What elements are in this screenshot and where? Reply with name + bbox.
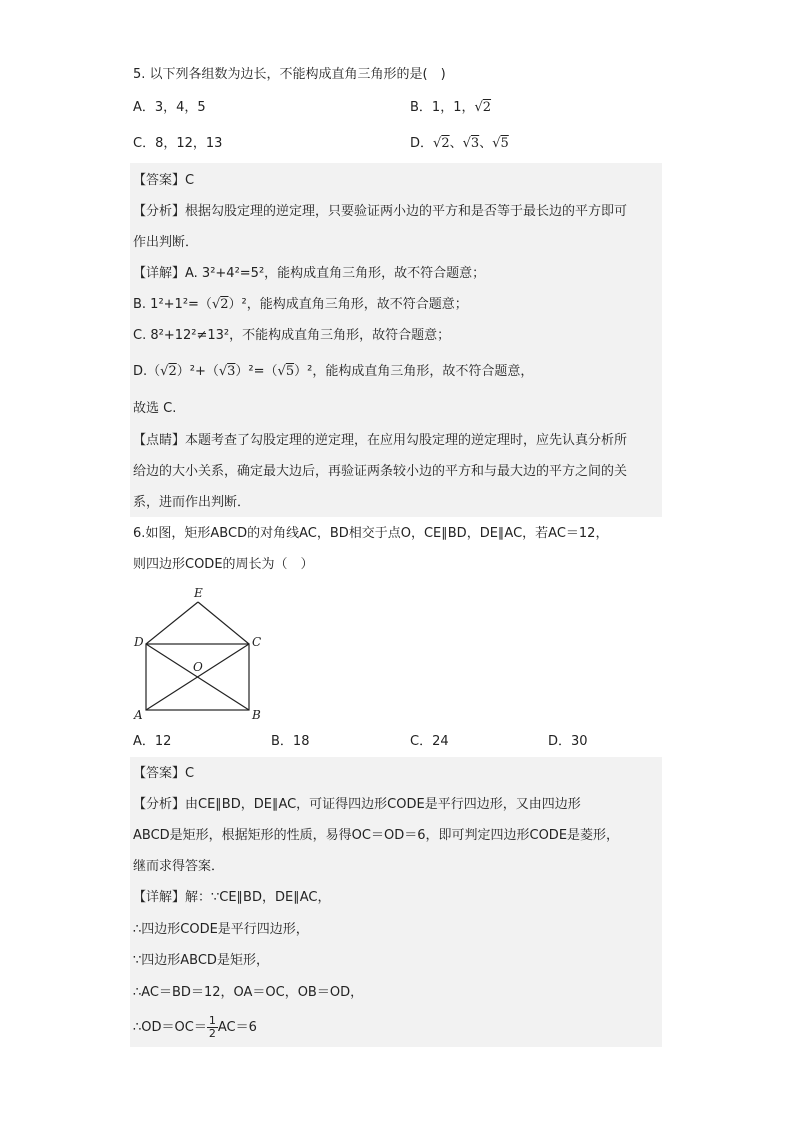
q6-option-b: B．18 [271,734,310,749]
q6-option-a: A．12 [133,734,172,749]
q5-detail-c: C. 8²+12²≠13²，不能构成直角三角形，故符合题意； [133,328,451,343]
q6-option-c: C．24 [410,734,449,749]
q5-option-b: B．1，1，√2 [410,100,492,115]
q5-option-a: A．3，4，5 [133,100,206,115]
q6-detail-line-5: ∴OD＝OC＝ $\frac{1}{2}$ AC＝6 [133,1014,257,1040]
q5-option-d: D．√2、√3、√5 [410,136,509,151]
segment-de [146,602,198,644]
q6-analysis-line-2: ABCD是矩形，根据矩形的性质，易得OC＝OD＝6，即可判定四边形CODE是菱形， [133,828,620,843]
q6-analysis-line-1: 【分析】由CE∥BD，DE∥AC，可证得四边形CODE是平行四边形，又由四边形 [133,797,581,812]
q6-detail-line-1: 【详解】解：∵CE∥BD，DE∥AC， [133,890,331,905]
q5-comment-line-2: 给边的大小关系，确定最大边后，再验证两条较小边的平方和与最大边的平方之间的关 [133,464,628,479]
q6-stem-line-2: 则四边形CODE的周长为（ ） [133,557,314,572]
q6-detail-line-2: ∴四边形CODE是平行四边形， [133,922,309,937]
label-e: E [194,586,203,600]
q5-detail-a: 【详解】A. 3²+4²=5²，能构成直角三角形，故不符合题意； [133,266,486,281]
label-o: O [193,660,203,674]
q5-analysis-line-1: 【分析】根据勾股定理的逆定理，只要验证两小边的平方和是否等于最长边的平方即可 [133,204,628,219]
label-b: B [252,708,261,722]
q6-detail-line-4: ∴AC＝BD＝12，OA＝OC，OB＝OD， [133,985,364,1000]
q6-stem-line-1: 6.如图，矩形ABCD的对角线AC，BD相交于点O，CE∥BD，DE∥AC，若AC＝12， [133,526,609,541]
q5-conclusion: 故选 C. [133,401,177,416]
label-a: A [134,708,143,722]
label-d: D [134,635,144,649]
rectangle-figure [128,585,288,725]
q5-answer: 【答案】C [133,173,195,188]
q5-detail-b: B. 1²+1²=（√2）²，能构成直角三角形，故不符合题意； [133,297,468,312]
q6-option-d: D．30 [548,734,588,749]
q5-stem: 5. 以下列各组数为边长，不能构成直角三角形的是( ) [133,67,446,82]
q6-analysis-line-3: 继而求得答案． [133,859,225,874]
fraction-one-half: $\frac{1}{2}$ [208,1014,216,1040]
q5-analysis-line-2: 作出判断． [133,235,199,250]
label-c: C [252,635,262,649]
q5-option-c: C．8，12，13 [133,136,223,151]
q5-comment-line-3: 系，进而作出判断． [133,495,251,510]
q5-comment-line-1: 【点睛】本题考查了勾股定理的逆定理，在应用勾股定理的逆定理时，应先认真分析所 [133,433,628,448]
q6-answer: 【答案】C [133,766,195,781]
segment-ce [198,602,249,644]
q6-detail-line-3: ∵四边形ABCD是矩形， [133,953,269,968]
q5-detail-d: D.（√2）²+（√3）²=（√5）²，能构成直角三角形，故不符合题意， [133,364,534,379]
